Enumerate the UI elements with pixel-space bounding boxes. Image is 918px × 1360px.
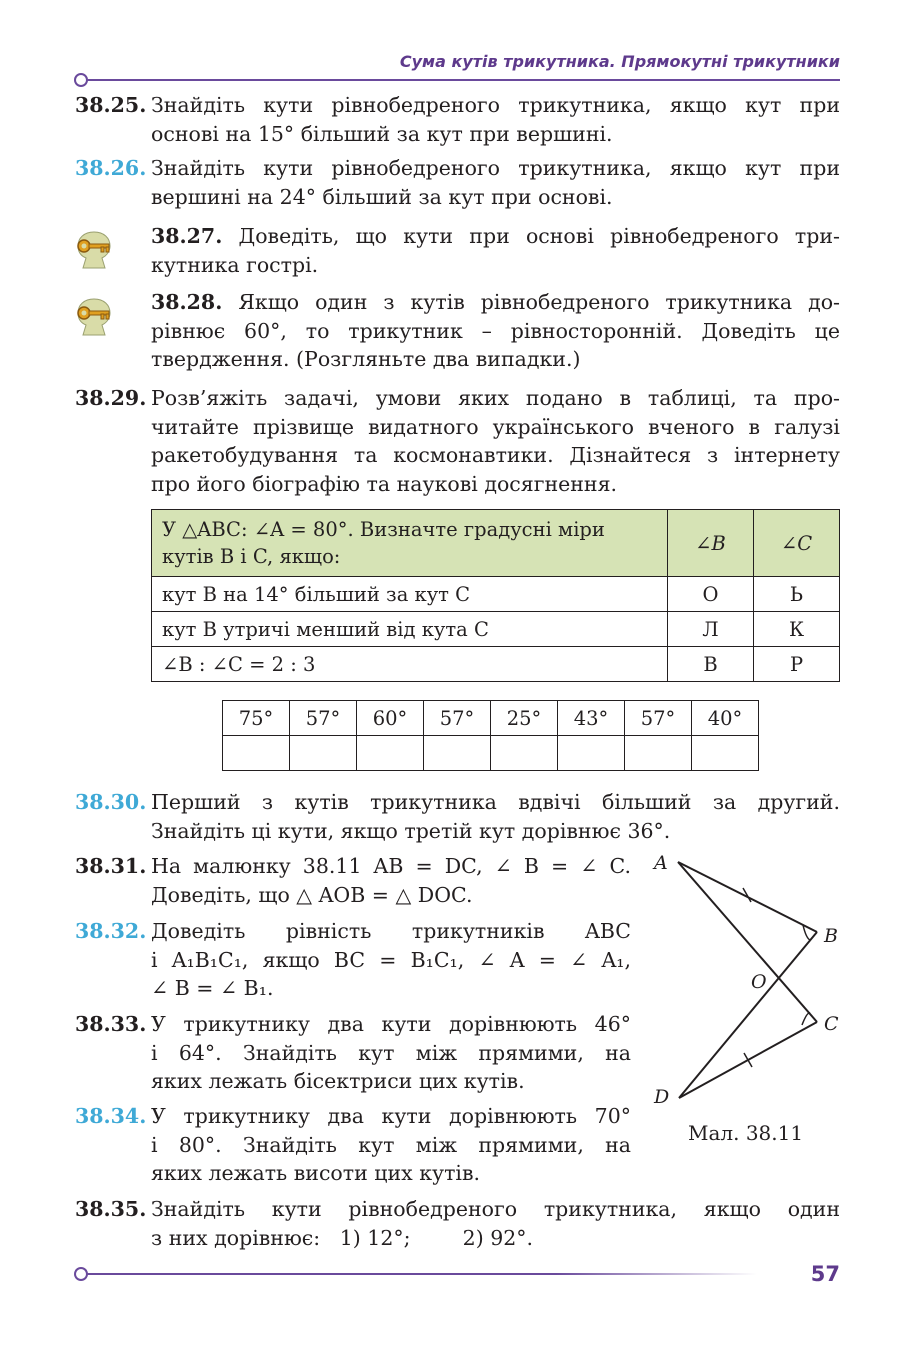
problem-number: 38.29. (75, 386, 147, 410)
label-o: O (751, 971, 767, 993)
problem-line: Знайдіть кути рівнобедреного трикутника, якщо кут при (151, 93, 840, 117)
table-cell-condition: кут B на 14° більший за кут C (152, 577, 668, 612)
top-rule-circle (74, 73, 88, 87)
problem-38-28 (151, 288, 840, 374)
answer-letter-cell (625, 736, 692, 771)
answer-value: 40° (692, 701, 759, 736)
segment-db (679, 932, 817, 1098)
key-icon (72, 226, 116, 270)
top-rule (87, 79, 840, 81)
problem-line: Перший з кутів трикутника вдвічі більший за другий. (151, 790, 840, 814)
answer-letter-cell (357, 736, 424, 771)
label-a: A (654, 852, 668, 874)
angle-arc-c (802, 1013, 810, 1025)
label-d: D (654, 1086, 670, 1108)
table-header-condition: У △ABC: ∠A = 80°. Визначте градусні міри кутів B і C, якщо: (152, 510, 668, 577)
problem-38-27 (151, 222, 840, 280)
problem-line: Розв’яжіть задачі, умови яких подано в таблиці, та про- (151, 386, 840, 410)
problem-38-29 (75, 384, 840, 498)
problem-line: ∠ B = ∠ B₁. (151, 976, 274, 1000)
table-cell-c: К (754, 612, 840, 647)
problem-number: 38.34. (75, 1104, 147, 1128)
problem-line: Доведіть, що △ AOB = △ DOC. (151, 882, 473, 907)
problem-line: Знайдіть ці кути, якщо третій кут дорівнює 36°. (151, 818, 671, 843)
answer-letter-cell (491, 736, 558, 771)
page-number: 57 (810, 1262, 840, 1286)
bottom-rule-circle (74, 1267, 88, 1281)
problem-line (151, 288, 840, 317)
key-icon (72, 293, 116, 337)
table-header-angle-c: ∠C (754, 510, 840, 577)
table-cell-condition: кут B утричі менший від кута C (152, 612, 668, 647)
problem-38-34 (75, 1102, 631, 1188)
figure-38-11 (650, 850, 850, 1110)
problem-number: 38.31. (75, 854, 147, 878)
answer-value: 60° (357, 701, 424, 736)
problem-line: яких лежать висоти цих кутів. (151, 1161, 481, 1185)
problem-38-35 (75, 1195, 840, 1253)
problem-line: і 80°. Знайдіть кут між прямими, на (151, 1132, 631, 1157)
problem-line: рівнює 60°, то трикутник – рівносторонній. Доведіть це (151, 318, 840, 343)
answer-letter-cell (558, 736, 625, 771)
table-row (152, 647, 840, 682)
problem-line: і A₁B₁C₁, якщо BC = B₁C₁, ∠ A = ∠ A₁, (151, 947, 631, 972)
problem-38-31 (75, 852, 631, 910)
segment-ac (678, 862, 817, 1022)
problem-line (151, 222, 840, 251)
problem-line: Доведіть рівність трикутників ABC (151, 919, 631, 943)
figure-caption: Мал. 38.11 (688, 1121, 804, 1145)
problem-line: Знайдіть кути рівнобедреного трикутника, якщо один (151, 1197, 840, 1221)
problem-line: основі на 15° більший за кут при вершині. (151, 121, 613, 146)
problem-line: У трикутнику два кути дорівнюють 46° (151, 1012, 631, 1036)
problem-38-26 (75, 154, 840, 212)
problem-number: 38.26. (75, 156, 147, 180)
condition-table (151, 509, 840, 682)
problem-line: про його біографію та наукові досягнення. (151, 471, 618, 496)
problem-38-33 (75, 1010, 631, 1096)
label-c: C (824, 1013, 839, 1035)
problem-line: ракетобудування та космонавтики. Дізнайтеся з інтернету (151, 443, 840, 467)
answer-value: 25° (491, 701, 558, 736)
table-row (152, 612, 840, 647)
problem-line: твердження. (Розгляньте два випадки.) (151, 347, 581, 371)
problem-38-32 (75, 917, 631, 1003)
answer-values-row (223, 701, 759, 736)
problem-line-text: Якщо один з кутів рівнобедреного трикутника до- (238, 290, 840, 314)
problem-number: 38.35. (75, 1197, 147, 1221)
bottom-rule (87, 1273, 757, 1275)
problem-line: яких лежать бісектриси цих кутів. (151, 1069, 525, 1093)
table-header-angle-b: ∠B (668, 510, 754, 577)
answer-letters-row (223, 736, 759, 771)
problem-number: 38.33. (75, 1012, 147, 1036)
label-b: B (824, 925, 838, 947)
table-cell-b: О (668, 577, 754, 612)
problem-number: 38.30. (75, 790, 147, 814)
answer-value: 43° (558, 701, 625, 736)
table-header-row (152, 510, 840, 577)
problem-line: кутника гострі. (151, 252, 319, 277)
answer-value: 75° (223, 701, 290, 736)
problem-number: 38.25. (75, 93, 147, 117)
problem-38-30 (75, 788, 840, 846)
problem-number: 38.32. (75, 919, 147, 943)
answer-value: 57° (424, 701, 491, 736)
table-cell-b: Л (668, 612, 754, 647)
answer-letter-cell (223, 736, 290, 771)
problem-line: з них дорівнює: 1) 12°; 2) 92°. (151, 1225, 534, 1250)
problem-line: На малюнку 38.11 AB = DC, ∠ B = ∠ C. (151, 854, 631, 878)
problem-line: Знайдіть кути рівнобедреного трикутника, якщо кут при (151, 156, 840, 180)
section-title: Сума кутів трикутника. Прямокутні трикутники (399, 52, 840, 71)
problem-line-text: Доведіть, що кути при основі рівнобедреного три- (238, 224, 840, 248)
table-cell-condition: ∠B : ∠C = 2 : 3 (152, 647, 668, 682)
answer-table (222, 700, 759, 771)
problem-line: читайте прізвище видатного українського вченого в галузі (151, 414, 840, 439)
problem-line: вершині на 24° більший за кут при основі. (151, 184, 613, 209)
problem-line: і 64°. Знайдіть кут між прямими, на (151, 1040, 631, 1065)
problem-38-25 (75, 91, 840, 149)
tick-mark-dc (744, 1053, 752, 1067)
table-cell-c: Р (754, 647, 840, 682)
answer-value: 57° (290, 701, 357, 736)
answer-letter-cell (424, 736, 491, 771)
answer-letter-cell (290, 736, 357, 771)
table-cell-c: Ь (754, 577, 840, 612)
problem-line: У трикутнику два кути дорівнюють 70° (151, 1104, 631, 1128)
table-cell-b: В (668, 647, 754, 682)
problem-number: 38.27. (151, 224, 223, 248)
answer-letter-cell (692, 736, 759, 771)
problem-number: 38.28. (151, 290, 223, 314)
answer-value: 57° (625, 701, 692, 736)
table-row (152, 577, 840, 612)
